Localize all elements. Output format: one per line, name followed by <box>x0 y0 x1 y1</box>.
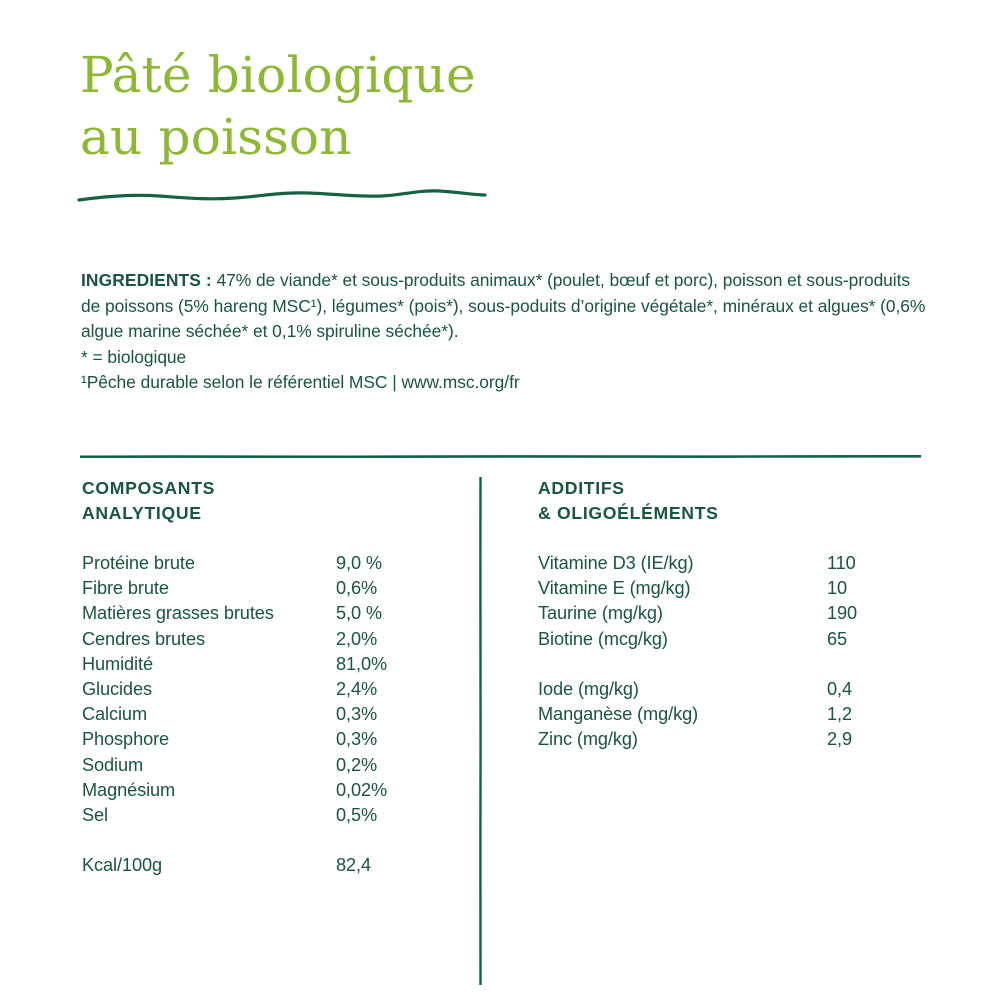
row-label: Humidité <box>82 653 153 674</box>
table-row <box>82 780 442 805</box>
row-value: 2,9 <box>827 729 852 750</box>
analytical-heading-line-2: ANALYTIQUE <box>82 503 202 523</box>
analytical-heading <box>82 476 442 526</box>
ingredients-paragraph <box>81 268 933 345</box>
row-value: 110 <box>827 553 856 573</box>
row-label: Protéine brute <box>82 553 195 573</box>
table-row <box>82 729 442 754</box>
row-label: Zinc (mg/kg) <box>538 729 638 750</box>
ingredients-label: INGREDIENTS : <box>81 270 212 290</box>
table-row <box>82 654 442 679</box>
row-value: 0,5% <box>336 804 378 825</box>
row-value: 1,2 <box>827 704 852 725</box>
row-label: Fibre brute <box>82 578 169 599</box>
row-value: 190 <box>827 603 858 624</box>
title-underline-squiggle <box>77 186 487 206</box>
table-row <box>82 553 442 578</box>
table-row <box>538 679 918 704</box>
row-spacer <box>538 654 918 679</box>
horizontal-divider <box>80 455 921 458</box>
title-line-1: Pâté biologique <box>80 46 476 104</box>
row-value: 65 <box>827 628 848 649</box>
title-line-2: au poisson <box>80 108 352 166</box>
row-label: Matières grasses brutes <box>82 603 274 624</box>
row-value: 10 <box>827 578 848 599</box>
row-label: Manganèse (mg/kg) <box>538 704 699 725</box>
ingredients-block <box>81 268 933 396</box>
ingredients-note-msc: ¹Pêche durable selon le référentiel MSC | www.msc.org/fr <box>81 372 520 392</box>
table-row <box>82 603 442 628</box>
table-row <box>538 704 918 729</box>
page-title <box>80 44 700 168</box>
row-label: Taurine (mg/kg) <box>538 603 663 624</box>
row-value: 0,02% <box>336 779 388 800</box>
table-row <box>538 729 918 754</box>
row-value: 0,4 <box>827 678 852 699</box>
table-row <box>538 578 918 603</box>
additives-column <box>538 476 918 755</box>
table-row <box>82 704 442 729</box>
table-row <box>538 553 918 578</box>
row-value: 0,2% <box>336 754 378 775</box>
row-value: 0,3% <box>336 704 378 725</box>
row-value: 81,0% <box>336 653 388 674</box>
row-label: Biotine (mcg/kg) <box>538 628 668 649</box>
energy-value: 82,4 <box>336 855 371 876</box>
table-row <box>538 603 918 628</box>
table-row <box>82 629 442 654</box>
table-row <box>538 629 918 654</box>
analytical-rows <box>82 553 442 880</box>
additives-rows <box>538 553 918 755</box>
row-label: Vitamine D3 (IE/kg) <box>538 553 694 573</box>
analytical-constituents-column <box>82 476 442 880</box>
energy-row <box>82 855 442 880</box>
row-label: Sodium <box>82 754 144 775</box>
row-label: Magnésium <box>82 779 176 800</box>
row-value: 0,6% <box>336 578 378 599</box>
additives-heading-line-1: ADDITIFS <box>538 478 625 498</box>
row-label: Vitamine E (mg/kg) <box>538 578 691 599</box>
row-label: Glucides <box>82 678 152 699</box>
row-label: Sel <box>82 804 108 825</box>
row-label: Iode (mg/kg) <box>538 678 639 699</box>
row-spacer <box>82 830 442 855</box>
table-row <box>82 755 442 780</box>
row-value: 5,0 % <box>336 603 383 624</box>
row-value: 2,0% <box>336 628 378 649</box>
table-row <box>82 679 442 704</box>
analytical-heading-line-1: COMPOSANTS <box>82 478 216 498</box>
row-value: 0,3% <box>336 729 378 750</box>
row-value: 9,0 % <box>336 553 383 573</box>
ingredients-note-star: * = biologique <box>81 346 187 367</box>
energy-label: Kcal/100g <box>82 855 162 876</box>
row-label: Calcium <box>82 704 147 725</box>
vertical-divider <box>479 477 482 985</box>
row-label: Cendres brutes <box>82 628 205 649</box>
additives-heading-line-2: & OLIGOÉLÉMENTS <box>538 503 719 523</box>
ingredients-text: 47% de viande* et sous-produits animaux* (poulet, bœuf et porc), poisson et sous-produits de poissons (5% hareng MSC¹), légumes* (pois*), sous-poduits d’origine végétale*, minéraux et algues* (0,6% algue marine séchée* et 0,1% spiruline séchée*). <box>81 270 926 341</box>
table-row <box>82 805 442 830</box>
row-label: Phosphore <box>82 729 170 750</box>
table-row <box>82 578 442 603</box>
row-value: 2,4% <box>336 678 378 699</box>
additives-heading <box>538 476 918 526</box>
